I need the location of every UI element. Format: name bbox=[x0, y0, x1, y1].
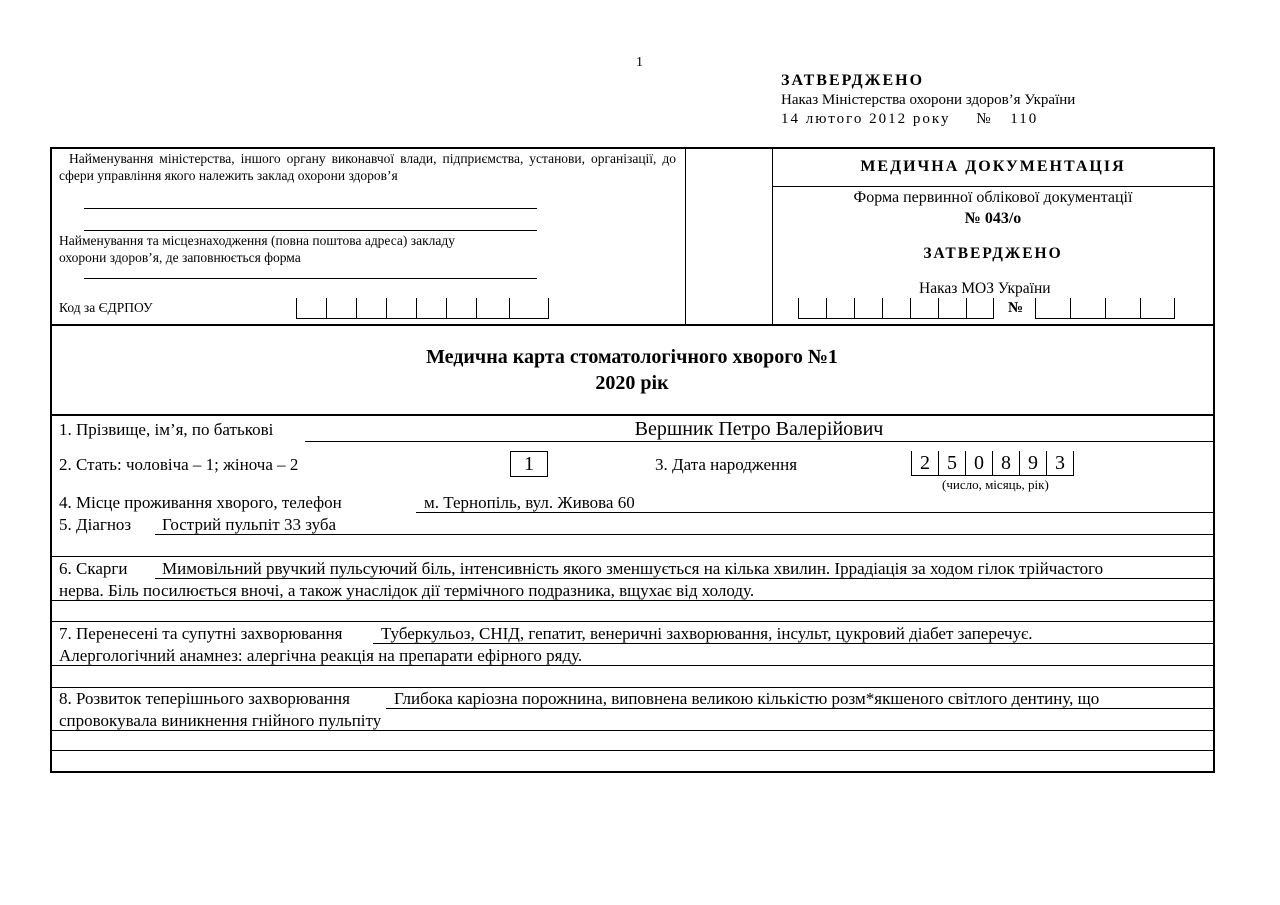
complaints-line-1[interactable]: Мимовільний рвучкий пульсуючий біль, інтенсивність якого зменшується на кілька хвилин. Іррадіація за ходом гілок трійчастого bbox=[162, 559, 1104, 578]
moz-cell[interactable] bbox=[798, 298, 826, 319]
edrpou-cell[interactable] bbox=[416, 298, 446, 319]
moz-cell[interactable] bbox=[938, 298, 966, 319]
development-line-2[interactable]: спровокувала виникнення гнійного пульпіту bbox=[59, 711, 382, 730]
moz-number-cell[interactable] bbox=[1105, 298, 1140, 319]
edrpou-cell[interactable] bbox=[386, 298, 416, 319]
ministry-line-2 bbox=[84, 230, 537, 231]
form-number: № 043/о bbox=[964, 210, 1022, 227]
approval-title: ЗАТВЕРДЖЕНО bbox=[781, 72, 925, 89]
med-doc-divider bbox=[773, 186, 1213, 187]
complaints-label: 6. Скарги bbox=[59, 559, 128, 578]
sex-value: 1 bbox=[524, 453, 534, 475]
moz-order: Наказ МОЗ України bbox=[919, 280, 1051, 297]
ministry-label: Найменування міністерства, іншого органу виконавчої влади, підприємства, установи, організації, до сфери управління якого належить заклад охорони здоров’я bbox=[59, 151, 676, 183]
approval-date: 14 лютого 2012 року bbox=[781, 111, 951, 127]
title-bottom-border bbox=[51, 414, 1213, 416]
dob-digit[interactable]: 8 bbox=[992, 451, 1019, 476]
card-year: 2020 рік bbox=[595, 372, 669, 394]
diseases-underline-1 bbox=[373, 643, 1213, 644]
dob-hint: (число, місяць, рік) bbox=[942, 477, 1049, 492]
moz-number-cell[interactable] bbox=[1070, 298, 1105, 319]
facility-label-2: охорони здоров’я, де заповнюється форма bbox=[59, 250, 301, 265]
development-underline-3 bbox=[51, 750, 1213, 751]
development-line-1[interactable]: Глибока каріозна порожнина, виповнена великою кількістю розм*якшеного світлого дентину, що bbox=[394, 689, 1100, 708]
edrpou-label: Код за ЄДРПОУ bbox=[59, 300, 153, 315]
facility-line bbox=[84, 278, 537, 279]
sex-box[interactable] bbox=[510, 451, 548, 477]
moz-cell[interactable] bbox=[826, 298, 854, 319]
dob-digit[interactable]: 9 bbox=[1019, 451, 1046, 476]
moz-number-cell[interactable] bbox=[1035, 298, 1070, 319]
moz-date-cells bbox=[798, 298, 994, 319]
approved-title: ЗАТВЕРДЖЕНО bbox=[923, 245, 1063, 262]
moz-cell[interactable] bbox=[854, 298, 882, 319]
edrpou-cell[interactable] bbox=[446, 298, 476, 319]
dob-cells bbox=[911, 451, 1074, 476]
facility-label-1: Найменування та місцезнаходження (повна поштова адреса) закладу bbox=[59, 233, 456, 248]
moz-cell[interactable] bbox=[910, 298, 938, 319]
form-label: Форма первинної облікової документації bbox=[853, 189, 1133, 206]
diagnosis-underline-2 bbox=[51, 556, 1213, 557]
diagnosis-label: 5. Діагноз bbox=[59, 515, 132, 534]
name-value[interactable]: Вершник Петро Валерійович bbox=[634, 418, 884, 440]
dob-digit[interactable]: 0 bbox=[965, 451, 992, 476]
diagnosis-value[interactable]: Гострий пульпіт 33 зуба bbox=[162, 515, 337, 534]
name-label: 1. Прізвище, ім’я, по батькові bbox=[59, 420, 274, 439]
header-divider-1 bbox=[685, 148, 686, 325]
approval-order: Наказ Міністерства охорони здоров’я України bbox=[781, 92, 1076, 108]
edrpou-cell[interactable] bbox=[509, 298, 549, 319]
diseases-line-2[interactable]: Алергологічний анамнез: алергічна реакція на препарати ефірного ряду. bbox=[59, 646, 583, 665]
complaints-underline-2 bbox=[51, 600, 1213, 601]
edrpou-cell[interactable] bbox=[326, 298, 356, 319]
development-underline-2 bbox=[51, 730, 1213, 731]
edrpou-cell[interactable] bbox=[356, 298, 386, 319]
development-label: 8. Розвиток теперішнього захворювання bbox=[59, 689, 350, 708]
card-title: Медична карта стоматологічного хворого №1 bbox=[426, 346, 838, 368]
edrpou-cell[interactable] bbox=[476, 298, 509, 319]
moz-no-label: № bbox=[1008, 300, 1024, 316]
complaints-underline-3 bbox=[51, 621, 1213, 622]
address-underline bbox=[416, 512, 1213, 513]
dob-digit[interactable]: 2 bbox=[911, 451, 938, 476]
moz-cell[interactable] bbox=[882, 298, 910, 319]
address-value[interactable]: м. Тернопіль, вул. Живова 60 bbox=[424, 493, 635, 512]
development-underline-1 bbox=[386, 708, 1213, 709]
approval-date-line bbox=[781, 111, 1038, 128]
ministry-line-1 bbox=[84, 208, 537, 209]
page-number: 1 bbox=[636, 55, 643, 70]
address-label: 4. Місце проживання хворого, телефон bbox=[59, 493, 342, 512]
diseases-underline-2 bbox=[51, 665, 1213, 666]
diseases-line-1[interactable]: Туберкульоз, СНІД, гепатит, венеричні захворювання, інсульт, цукровий діабет заперечує. bbox=[381, 624, 1033, 643]
name-underline bbox=[305, 441, 1213, 442]
diseases-underline-3 bbox=[51, 687, 1213, 688]
sex-label: 2. Стать: чоловіча – 1; жіноча – 2 bbox=[59, 455, 299, 474]
med-doc-title: МЕДИЧНА ДОКУМЕНТАЦІЯ bbox=[860, 158, 1126, 175]
approval-no-label: № bbox=[976, 111, 991, 127]
complaints-underline-1 bbox=[155, 578, 1213, 579]
moz-number-cell[interactable] bbox=[1140, 298, 1175, 319]
edrpou-cells bbox=[296, 298, 549, 319]
complaints-line-2[interactable]: нерва. Біль посилюється вночі, а також унаслідок дії термічного подразника, вщухає від холоду. bbox=[59, 581, 755, 600]
diseases-label: 7. Перенесені та супутні захворювання bbox=[59, 624, 343, 643]
dob-digit[interactable]: 5 bbox=[938, 451, 965, 476]
diagnosis-underline-1 bbox=[155, 534, 1213, 535]
moz-number-cells bbox=[1035, 298, 1175, 319]
header-bottom-border bbox=[51, 324, 1213, 326]
dob-label: 3. Дата народження bbox=[655, 455, 798, 474]
moz-cell[interactable] bbox=[966, 298, 994, 319]
edrpou-cell[interactable] bbox=[296, 298, 326, 319]
approval-no-value: 110 bbox=[1010, 111, 1039, 127]
dob-digit[interactable]: 3 bbox=[1046, 451, 1074, 476]
